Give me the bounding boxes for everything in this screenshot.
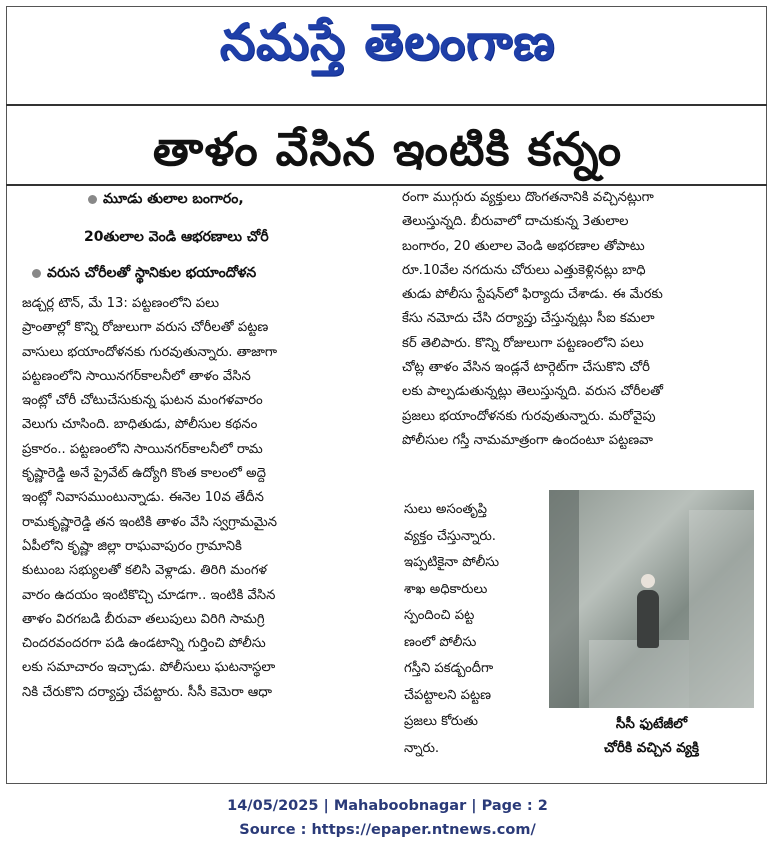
right-line-6: కేసు నమోదు చేసి దర్యాప్తు చేస్తున్నట్లు సీఐ కమలా xyxy=(402,311,655,327)
footer-source: Source : https://epaper.ntnews.com/ xyxy=(239,822,536,838)
right-line-9: లకు పాల్పడుతున్నట్లు తెలుస్తున్నది. వరుస చోరీలతో xyxy=(402,384,664,400)
narrow-line-6: ణంలో పోలీసు xyxy=(404,634,477,650)
right-line-7: కర్ తెలిపారు. కొన్ని రోజులుగా పట్టణంలోని పలు xyxy=(402,335,644,351)
narrow-line-9: ప్రజలు కోరుతు xyxy=(404,714,478,729)
cctv-footage-photo xyxy=(549,490,754,708)
left-line-12: కుటుంబ సభ్యులతో కలిసి వెళ్లాడు. తిరిగి మంగళ xyxy=(22,563,268,579)
left-line-10: రామకృష్ణారెడ్డి తన ఇంటికి తాళం వేసి స్వగ్రామమైన xyxy=(22,514,277,530)
narrow-line-1: సులు అసంతృప్తి xyxy=(404,502,488,517)
footer-date-edition: 14/05/2025 | Mahaboobnagar | Page : 2 xyxy=(227,798,548,814)
caption-line-1: సీసీ ఫుటేజీలో xyxy=(615,716,688,732)
bullet-icon xyxy=(88,195,97,204)
left-line-13: వారం ఉదయం ఇంటికొచ్చి చూడగా.. ఇంటికి వేసిన xyxy=(22,587,276,603)
right-line-11: పోలీసుల గస్తీ నామమాత్రంగా ఉందంటూ పట్టణవా xyxy=(402,432,653,448)
narrow-line-2: వ్యక్తం చేస్తున్నారు. xyxy=(404,528,496,544)
narrow-line-5: స్పందించి పట్ట xyxy=(404,608,475,623)
narrow-line-8: చేపట్టాలని పట్టణ xyxy=(404,687,492,703)
left-line-5: ఇంట్లో చోరీ చోటుచేసుకున్న ఘటన మంగళవారం xyxy=(22,393,263,409)
highlight-1: మూడు తులాల బంగారం, xyxy=(88,186,244,212)
masthead-divider xyxy=(6,104,767,106)
caption-line-2: చోరీకి వచ్చిన వ్యక్తి xyxy=(604,740,699,756)
left-line-17: నికి చేరుకొని దర్యాప్తు చేపట్టారు. సీసీ కెమెరా ఆధా xyxy=(22,684,273,700)
right-column xyxy=(402,186,756,453)
right-line-5: తుడు పోలీసు స్టేషన్‌లో ఫిర్యాదు చేశాడు. ఈ మేరకు xyxy=(402,287,663,303)
left-line-16: లకు సమాచారం ఇచ్చాడు. పోలీసులు ఘటనాస్థలా xyxy=(22,660,276,676)
left-line-9: ఇంట్లో నివాసముంటున్నాడు. ఈనెల 10వ తేదీన xyxy=(22,490,264,506)
highlight-2: 20తులాల వెండి ఆభరణాలు చోరీ xyxy=(84,229,269,245)
narrow-column xyxy=(404,497,542,762)
narrow-line-4: శాఖ అధికారులు xyxy=(404,581,488,597)
left-line-11: ఏపీలోని కృష్ణా జిల్లా రాఘవాపురం గ్రామానికి xyxy=(22,538,242,554)
photo-caption xyxy=(549,712,754,760)
left-line-15: చిందరవందరగా పడి ఉండటాన్ని గుర్తించి పోలీసు xyxy=(22,636,266,652)
newspaper-masthead: నమస్తే తెలంగాణ xyxy=(219,13,556,71)
article-headline: తాళం వేసిన ఇంటికి కన్నం xyxy=(152,122,623,176)
right-line-1: రంగా ముగ్గురు వ్యక్తులు దొంగతనానికి వచ్చినట్లుగా xyxy=(402,190,654,205)
left-line-7: ప్రకారం.. పట్టణంలోని సాయినగర్‌కాలనీలో రామ xyxy=(22,441,263,457)
left-line-8: కృష్ణారెడ్డి అనే ప్రైవేట్ ఉద్యోగి కొంత కాలంలో అద్దె xyxy=(22,466,266,482)
left-line-2: ప్రాంతాల్లో కొన్ని రోజులుగా వరుస చోరీలతో పట్టణ xyxy=(22,320,269,336)
left-line-1: జడ్చర్ల టౌన్, మే 13: పట్టణంలోని పలు xyxy=(22,296,220,311)
left-line-3: వాసులు భయాందోళనకు గురవుతున్నారు. తాజాగా xyxy=(22,344,278,360)
left-column xyxy=(22,292,388,705)
right-line-4: రూ.10వేల నగదును చోరులు ఎత్తుకెళ్లినట్లు బాధి xyxy=(402,262,646,278)
left-line-14: తాళం విరగబడి బీరువా తలుపులు విరిగి సామగ్రి xyxy=(22,611,265,627)
narrow-line-7: గస్తీని పకడ్బందీగా xyxy=(404,661,494,676)
left-line-6: వెలుగు చూసింది. బాధితుడు, పోలీసుల కథనం xyxy=(22,417,258,433)
right-line-8: చోట్ల తాళం వేసిన ఇండ్లనే టార్గెట్‌గా చేసుకొని చోరీ xyxy=(402,360,651,376)
left-line-4: పట్టణంలోని సాయినగర్‌కాలనీలో తాళం వేసిన xyxy=(22,368,251,384)
right-line-2: తెలుస్తున్నది. బీరువాలో దాచుకున్న 3తులాల xyxy=(402,214,629,230)
narrow-line-10: న్నారు. xyxy=(404,740,440,756)
right-line-10: ప్రజలు భయాందోళనకు గురవుతున్నారు. మరోవైపు xyxy=(402,408,656,424)
bullet-icon xyxy=(32,269,41,278)
narrow-line-3: ఇప్పటికైనా పోలీసు xyxy=(404,555,500,570)
right-line-3: బంగారం, 20 తులాల వెండి అభరణాల తోపాటు xyxy=(402,238,645,254)
highlight-3: వరుస చోరీలతో స్థానికుల భయాందోళన xyxy=(32,260,256,286)
